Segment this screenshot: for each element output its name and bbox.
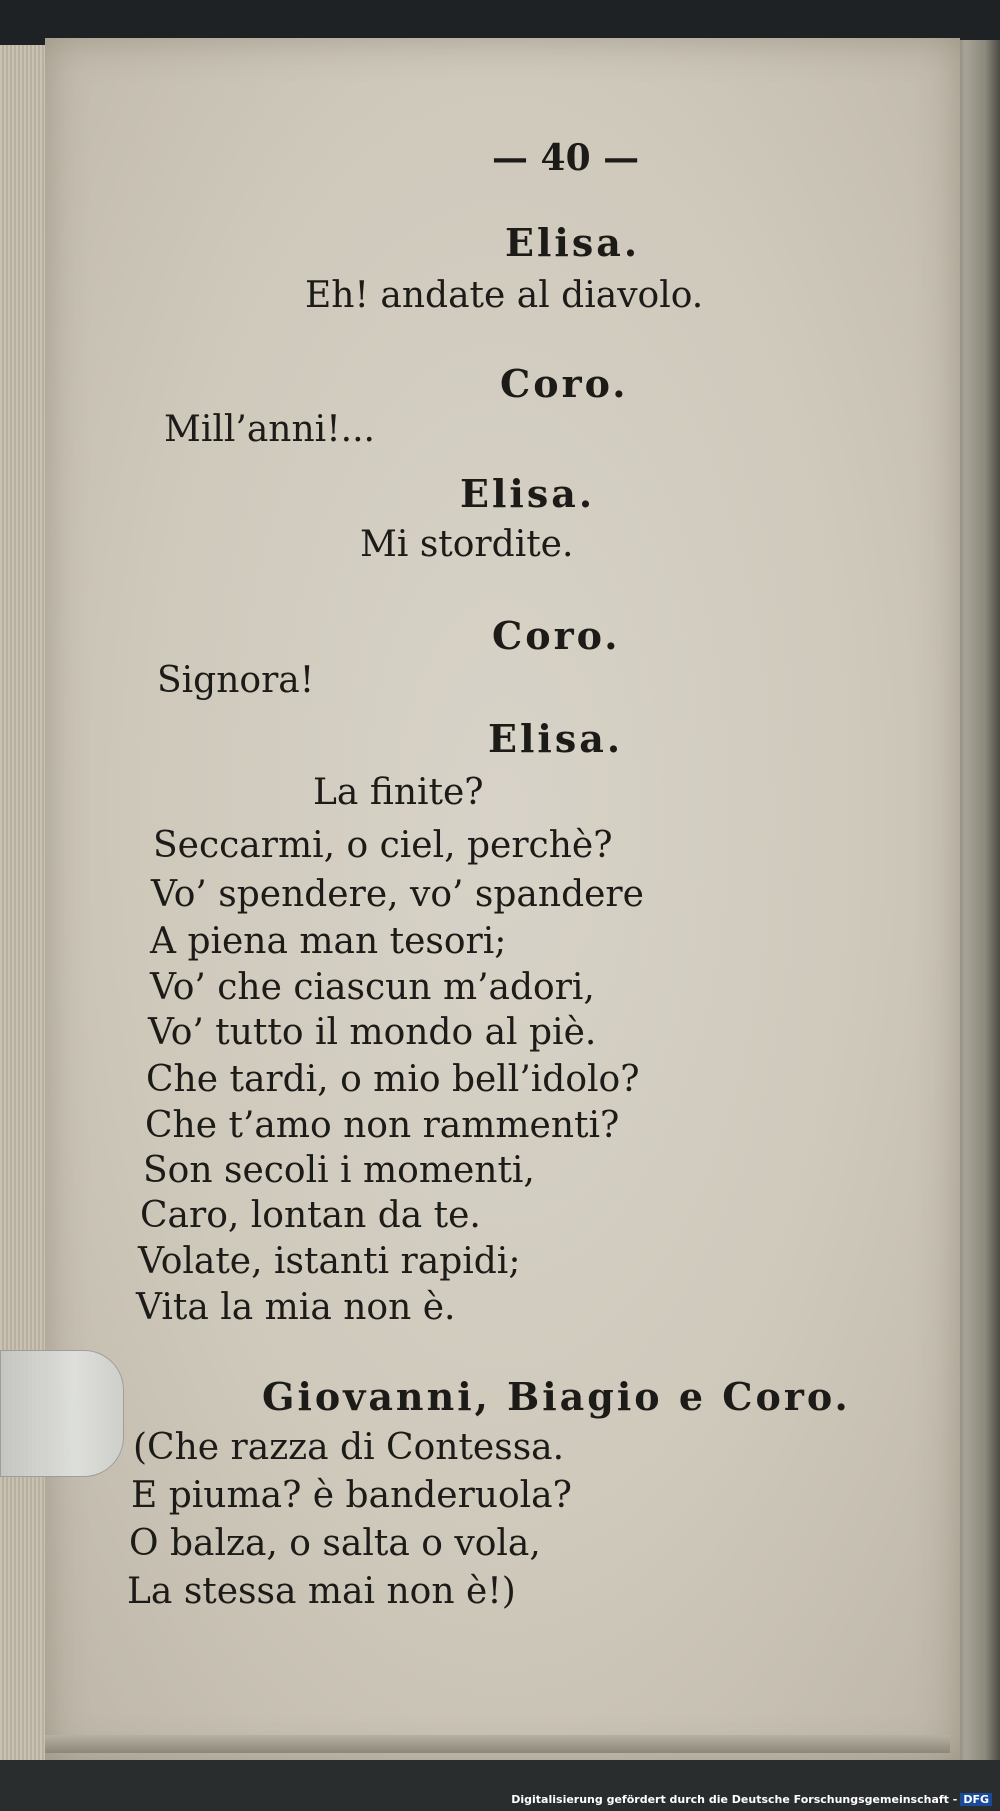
speaker-name: Elisa. — [505, 220, 641, 265]
page-bottom-edge — [45, 1735, 950, 1753]
speaker-name: Elisa. — [460, 471, 596, 516]
text-line: Vo’ tutto il mondo al piè. — [148, 1012, 597, 1053]
text-line: (Che razza di Contessa. — [133, 1427, 565, 1468]
text-line: Vo’ che ciascun m’adori, — [150, 967, 595, 1008]
text-line: Mill’anni!... — [164, 409, 375, 450]
text-line: A piena man tesori; — [150, 921, 507, 962]
text-line: Che t’amo non rammenti? — [145, 1105, 620, 1146]
speaker-name: Elisa. — [488, 716, 624, 761]
text-line: La finite? — [313, 772, 484, 813]
text-line: Che tardi, o mio bell’idolo? — [146, 1059, 640, 1100]
text-line: La stessa mai non è!) — [127, 1571, 516, 1612]
speaker-name: Coro. — [492, 613, 621, 658]
text-line: Vo’ spendere, vo’ spandere — [151, 874, 644, 915]
text-line: E piuma? è banderuola? — [131, 1475, 572, 1516]
text-line: Son secoli i momenti, — [143, 1150, 535, 1191]
paper-clip-marker — [0, 1350, 124, 1477]
text-line: O balza, o salta o vola, — [129, 1523, 541, 1564]
dfg-logo: DFG — [960, 1793, 992, 1806]
credit-text: Digitalisierung gefördert durch die Deutsche Forschungsgemeinschaft - — [511, 1793, 958, 1806]
text-line: Volate, istanti rapidi; — [138, 1241, 521, 1282]
page-number: — 40 — — [492, 137, 640, 179]
text-line: Seccarmi, o ciel, perchè? — [153, 825, 613, 866]
text-line: Signora! — [157, 660, 315, 701]
text-line: Mi stordite. — [360, 524, 574, 565]
digitization-credit — [511, 1793, 992, 1806]
text-line: Eh! andate al diavolo. — [305, 275, 704, 316]
speaker-name: Giovanni, Biagio e Coro. — [262, 1374, 851, 1419]
text-line: Vita la mia non è. — [136, 1287, 456, 1328]
text-line: Caro, lontan da te. — [140, 1195, 481, 1236]
speaker-name: Coro. — [500, 361, 629, 406]
